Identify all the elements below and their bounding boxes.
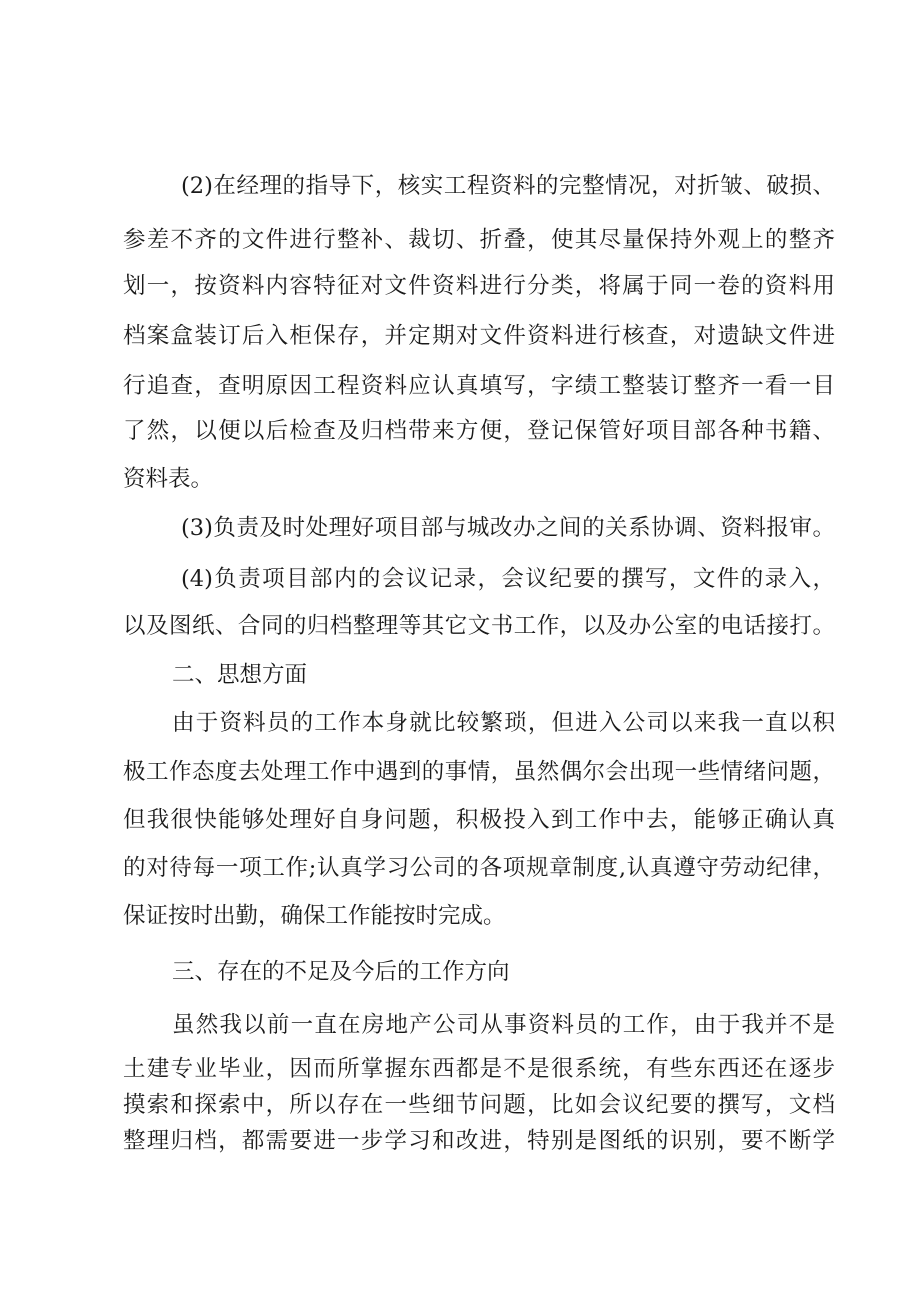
paragraph-line: 整理归档，都需要进一步学习和改进，特别是图纸的识别，要不断学: [123, 1128, 835, 1154]
paragraph-line: 以及图纸、合同的归档整理等其它文书工作，以及办公室的电话接打。: [123, 613, 835, 639]
section-heading: 三、存在的不足及今后的工作方向: [172, 959, 510, 985]
paragraph-line: 由于资料员的工作本身就比较繁琐，但进入公司以来我一直以积: [172, 710, 835, 736]
paragraph-line: 划一，按资料内容特征对文件资料进行分类，将属于同一卷的资料用: [123, 273, 835, 299]
paragraph-line: 资料表。: [123, 466, 214, 492]
paragraph-line: 但我很快能够处理好自身问题，积极投入到工作中去，能够正确认真: [123, 807, 835, 833]
paragraph-line: 土建专业毕业，因而所掌握东西都是不是很系统，有些东西还在逐步: [123, 1056, 835, 1082]
paragraph-line: 保证按时出勤，确保工作能按时完成。: [123, 903, 506, 929]
paragraph-line: 摸索和探索中，所以存在一些细节问题，比如会议纪要的撰写，文档: [123, 1092, 835, 1118]
paragraph-line: 虽然我以前一直在房地产公司从事资料员的工作，由于我并不是: [172, 1012, 835, 1038]
paragraph-line: (4)负责项目部内的会议记录，会议纪要的撰写，文件的录入，: [181, 566, 835, 592]
paragraph-line: 参差不齐的文件进行整补、裁切、折叠，使其尽量保持外观上的整齐: [123, 227, 835, 253]
paragraph-line: 档案盒装订后入柜保存，并定期对文件资料进行核查，对遗缺文件进: [123, 323, 835, 349]
paragraph-line: (3)负责及时处理好项目部与城改办之间的关系协调、资料报审。: [181, 515, 835, 541]
section-heading: 二、思想方面: [172, 662, 308, 688]
paragraph-line: (2)在经理的指导下，核实工程资料的完整情况，对折皱、破损、: [181, 173, 835, 199]
paragraph-line: 行追查，查明原因工程资料应认真填写，字绩工整装订整齐一看一目: [123, 373, 835, 399]
paragraph-line: 极工作态度去处理工作中遇到的事情，虽然偶尔会出现一些情绪问题，: [123, 759, 835, 785]
paragraph-line: 了然，以便以后检查及归档带来方便，登记保管好项目部各种书籍、: [123, 418, 835, 444]
paragraph-line: 的对待每一项工作;认真学习公司的各项规章制度,认真遵守劳动纪律，: [123, 855, 835, 881]
